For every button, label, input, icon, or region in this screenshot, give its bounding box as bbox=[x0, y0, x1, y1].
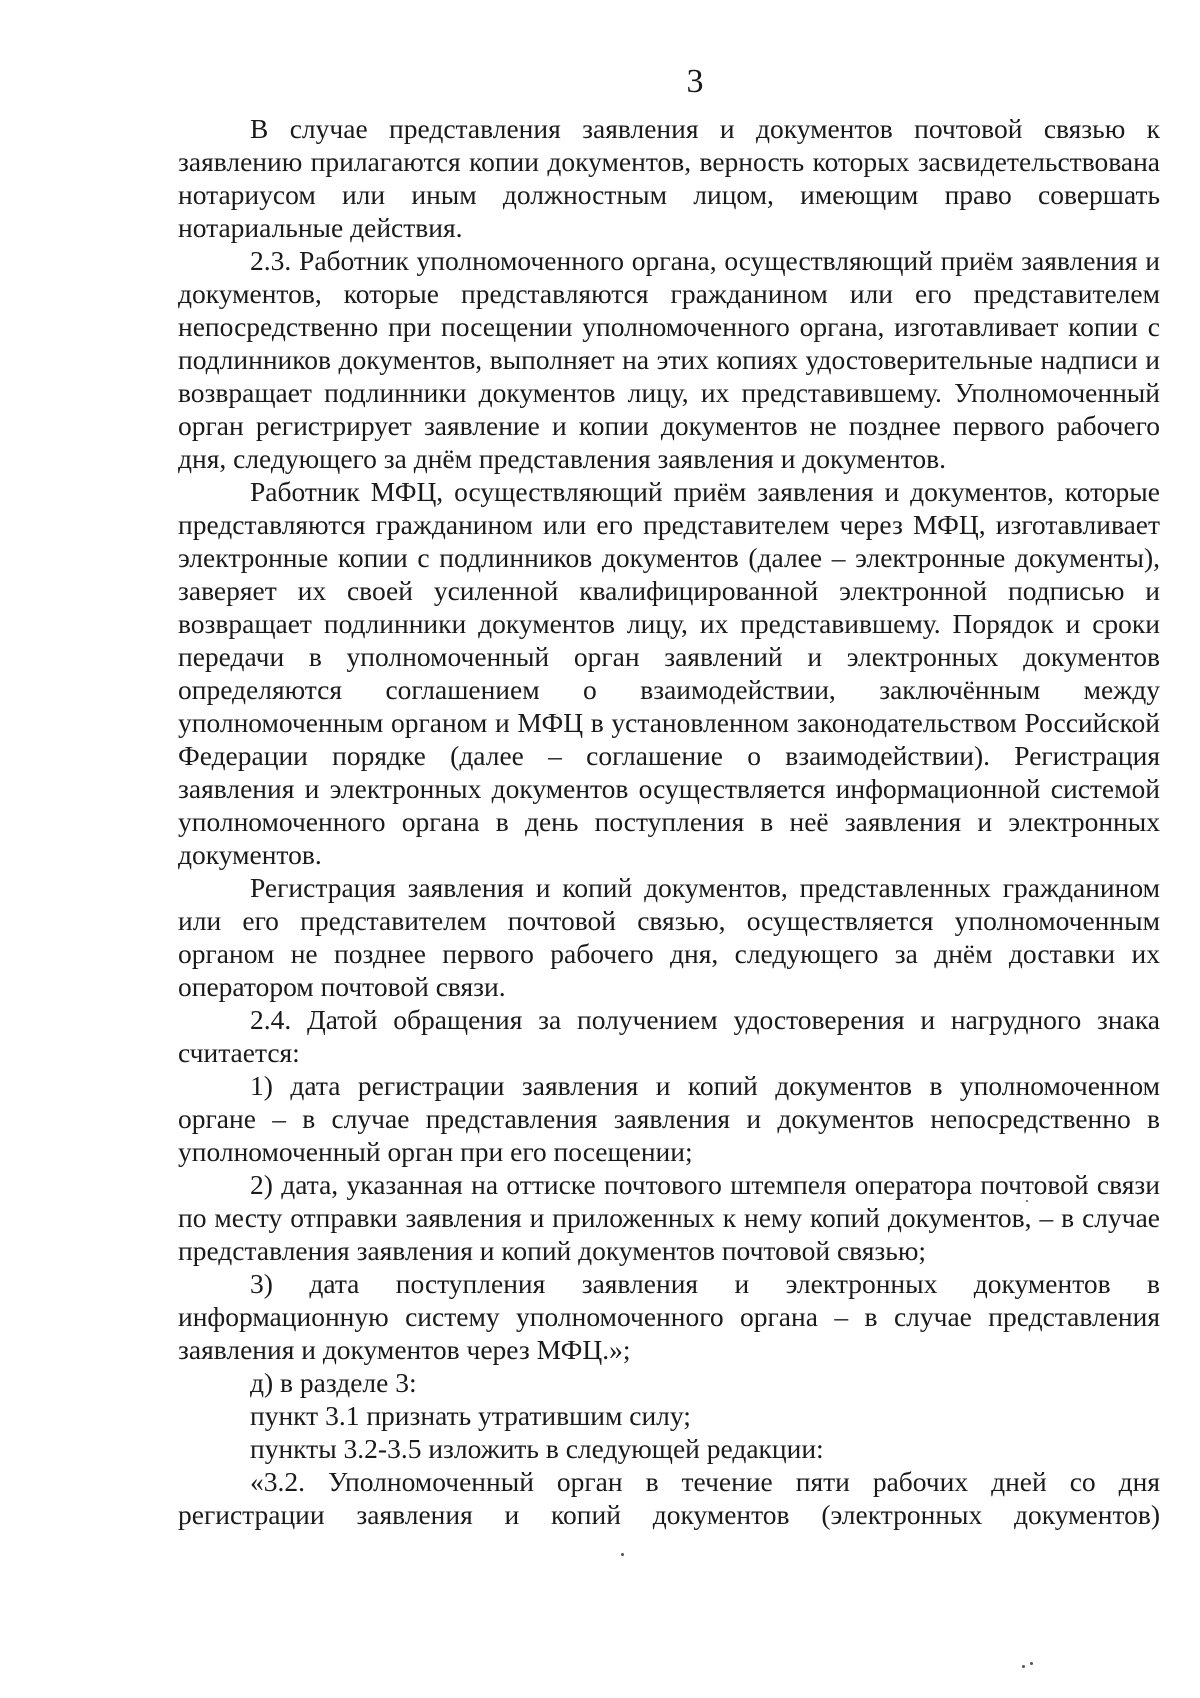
document-body bbox=[178, 112, 1160, 1531]
list-item-3: 3) дата поступления заявления и электронных документов в информационную систему уполномоченного органа – в случае представления заявления и документов через МФЦ.»; bbox=[178, 1268, 1160, 1365]
paragraph-postal-copies: В случае представления заявления и документов почтовой связью к заявлению прилагаются копии документов, верность которых засвидетельствована нотариусом или иным должностным лицом, имеющим право совершать нотариальные действия. bbox=[178, 113, 1160, 243]
paragraph-2-3: 2.3. Работник уполномоченного органа, осуществляющий приём заявления и документов, которые представляются гражданином или его представителем непосредственно при посещении уполномоченного органа, изготавливает копии с подлинников документов, выполняет на этих копиях удостоверительные надписи и возвращает подлинники документов лицу, их представившему. Уполномоченный орган регистрирует заявление и копии документов не позднее первого рабочего дня, следующего за днём представления заявления и документов. bbox=[178, 245, 1160, 474]
scan-speck bbox=[1022, 1665, 1025, 1668]
paragraph-2-4: 2.4. Датой обращения за получением удостоверения и нагрудного знака считается: bbox=[178, 1004, 1160, 1068]
paragraph-items-3-2-3-5: пункты 3.2-3.5 изложить в следующей редакции: bbox=[250, 1433, 824, 1464]
paragraph-3-2: «3.2. Уполномоченный орган в течение пяти рабочих дней со дня регистрации заявления и копий документов (электронных документов) bbox=[178, 1466, 1160, 1530]
scan-speck bbox=[1026, 1200, 1028, 1202]
list-item-2: 2) дата, указанная на оттиске почтового штемпеля оператора почтовой связи по месту отправки заявления и приложенных к нему копий документов, – в случае представления заявления и копий документов почтовой связью; bbox=[178, 1169, 1160, 1266]
scan-speck bbox=[1030, 1662, 1033, 1665]
paragraph-postal-registration: Регистрация заявления и копий документов, представленных гражданином или его представителем почтовой связью, осуществляется уполномоченным органом не позднее первого рабочего дня, следующего за днём доставки их оператором почтовой связи. bbox=[178, 872, 1160, 1002]
paragraph-item-3-1: пункт 3.1 признать утратившим силу; bbox=[250, 1400, 691, 1431]
paragraph-section-3: д) в разделе 3: bbox=[250, 1367, 417, 1398]
paragraph-mfc-employee: Работник МФЦ, осуществляющий приём заявления и документов, которые представляются гражданином или его представителем через МФЦ, изготавливает электронные копии с подлинников документов (далее – электронные документы), заверяет их своей усиленной квалифицированной электронной подписью и возвращает подлинники документов лицу, их представившему. Порядок и сроки передачи в уполномоченный орган заявлений и электронных документов определяются соглашением о взаимодействии, заключённым между уполномоченным органом и МФЦ в установленном законодательством Российской Федерации порядке (далее – соглашение о взаимодействии). Регистрация заявления и электронных документов осуществляется информационной системой уполномоченного органа в день поступления в неё заявления и электронных документов. bbox=[178, 476, 1160, 870]
list-item-1: 1) дата регистрации заявления и копий документов в уполномоченном органе – в случае представления заявления и документов непосредственно в уполномоченный орган при его посещении; bbox=[178, 1070, 1160, 1167]
scan-speck bbox=[621, 1553, 624, 1556]
page-number: 3 bbox=[686, 63, 704, 100]
